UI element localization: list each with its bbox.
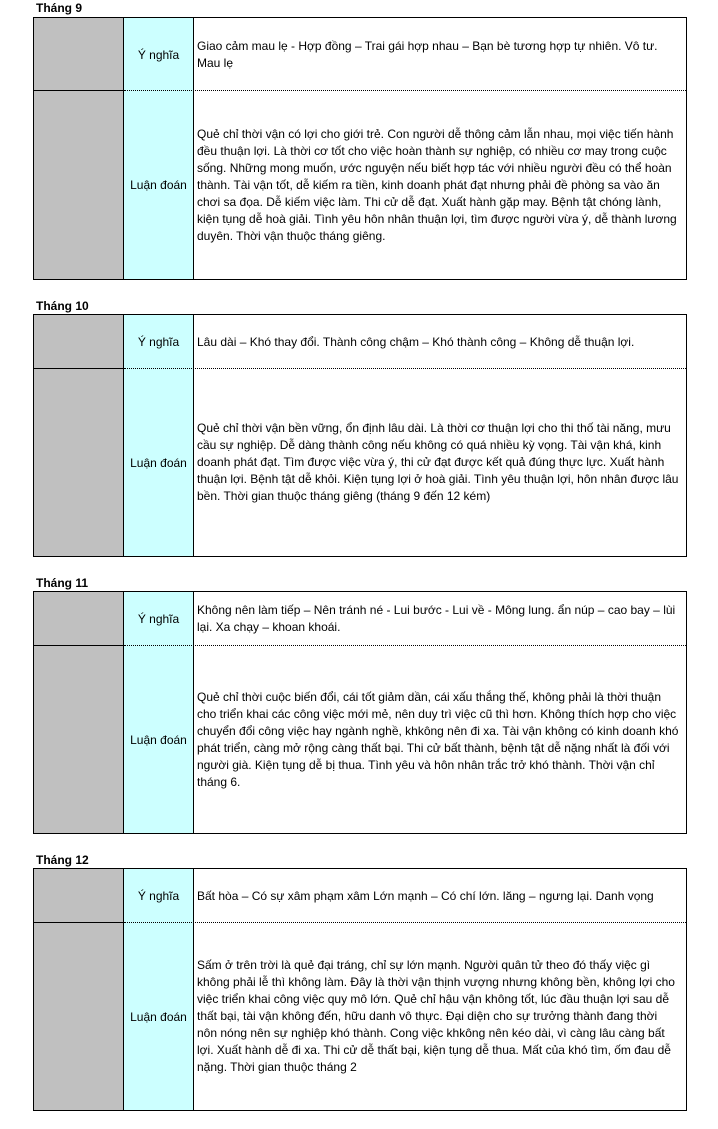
month-title-11: Tháng 11 [36, 576, 89, 590]
meaning-label: Ý nghĩa [124, 18, 194, 91]
meaning-label: Ý nghĩa [124, 592, 194, 646]
month-block-10 [33, 314, 687, 557]
meaning-text: Giao cảm mau lẹ - Hợp đồng – Trai gái hợp nhau – Bạn bè tương hợp tự nhiên. Vô tư. Mau lẹ [197, 38, 658, 70]
gray-divider [34, 645, 124, 646]
meaning-label: Ý nghĩa [124, 869, 194, 923]
interp-label: Luận đoán [124, 369, 194, 556]
month-gray-cell [34, 592, 124, 833]
interp-label: Luận đoán [124, 646, 194, 833]
meaning-text: Bất hòa – Có sự xâm phạm xâm Lớn mạnh – Có chí lớn. lăng – ngưng lại. Danh vọng [197, 888, 654, 903]
month-block-12 [33, 868, 687, 1111]
month-block-11 [33, 591, 687, 834]
gray-divider [34, 90, 124, 91]
interp-label: Luận đoán [124, 91, 194, 279]
month-gray-cell [34, 18, 124, 279]
interp-text: Quẻ chỉ thời vận có lợi cho giới trẻ. Con người dễ thông cảm lẫn nhau, mọi việc tiến hành đều thuận lợi. Là thời cơ tốt cho việc hoàn thành sự nghiệp, có nhiều cơ may trong cuộc sống. Những mong muốn, ước nguyện nếu biết hợp tác với nhiều người đều có thể hoàn thành. Tài vận tốt, dễ kiếm ra tiền, kinh doanh phát đạt nhưng phải đề phòng sa vào ăn chơi sa đọa. Dễ kiếm việc làm. Thi cử dễ đạt. Xuất hành gặp may. Bệnh tật chóng lành, kiện tụng dễ hoà giải. Tình yêu hôn nhân thuận lợi, tìm được người vừa ý, dễ thành lương duyên. Thời vận thuộc tháng giêng. [197, 126, 677, 243]
interp-text: Quẻ chỉ thời cuộc biến đổi, cái tốt giảm dần, cái xấu thắng thế, không phải là thời thuận cho triển khai các công việc mới mẻ, nên duy trì việc cũ thì hơn. Không thích hợp cho việc chuyển đổi công việc hay ngành nghề, khkông nên đi xa. Tài vận không có kinh doanh khó phát triển, càng mở rộng càng thất bại. Thi cử bất thành, bệnh tật dễ nặng nhất là đối với người già. Kiện tụng dễ bị thua. Tình yêu và hôn nhân trắc trở khó thành. Thời vận chỉ tháng 6. [197, 689, 679, 789]
interp-text: Sấm ở trên trời là quẻ đại tráng, chỉ sự lớn mạnh. Người quân tử theo đó thấy việc gì không phải lễ thì không làm. Đây là thời vận thịnh vượng nhưng không bền, không lợi cho việc triển khai công việc quy mô lớn. Quẻ chỉ hậu vận không tốt, lúc đầu thuận lợi sau dễ thất bại, tài vận không đến, hữu danh vô thực. Đại diện cho sự trưởng thành đang thời nôn nóng nên sự nghiệp khó thành. Cong việc khkông nên kéo dài, vì càng lâu càng bất lợi. Xuất hành dễ đi xa. Thi cử dễ thất bại, kiện tụng dễ thua. Mất của khó tìm, ốm đau dễ nặng. Thời gian thuộc tháng 2 [197, 958, 675, 1074]
gray-divider [34, 922, 124, 923]
month-title-12: Tháng 12 [36, 853, 89, 867]
month-title-9: Tháng 9 [36, 1, 83, 15]
interp-label: Luận đoán [124, 923, 194, 1110]
gray-divider [34, 368, 124, 369]
month-title-10: Tháng 10 [36, 299, 89, 313]
meaning-label: Ý nghĩa [124, 315, 194, 369]
meaning-text: Không nên làm tiếp – Nên tránh né - Lui bước - Lui về - Mông lung. ẩn núp – cao bay – lùi lại. Xa chạy – khoan khoái. [197, 603, 676, 634]
meaning-text: Lâu dài – Khó thay đổi. Thành công chậm – Khó thành công – Không dễ thuận lợi. [197, 334, 635, 349]
interp-text: Quẻ chỉ thời vận bền vững, ổn định lâu dài. Là thời cơ thuận lợi cho thi thố tài năng, mưu cầu sự nghiệp. Dễ dàng thành công nếu không có quá nhiều kỳ vọng. Tài vận khá, kinh doanh phát đạt. Tìm được việc vừa ý, thi cử đạt được kết quả đúng thực lực. Xuất hành thuận lợi. Bệnh tật dễ khỏi. Kiện tụng lợi ở hoà giải. Tình yêu thuận lợi, hôn nhân được lâu bền. Thời gian thuộc tháng giêng (tháng 9 đến 12 kém) [197, 421, 679, 503]
month-gray-cell [34, 315, 124, 556]
month-gray-cell [34, 869, 124, 1110]
month-block-9 [33, 17, 687, 280]
